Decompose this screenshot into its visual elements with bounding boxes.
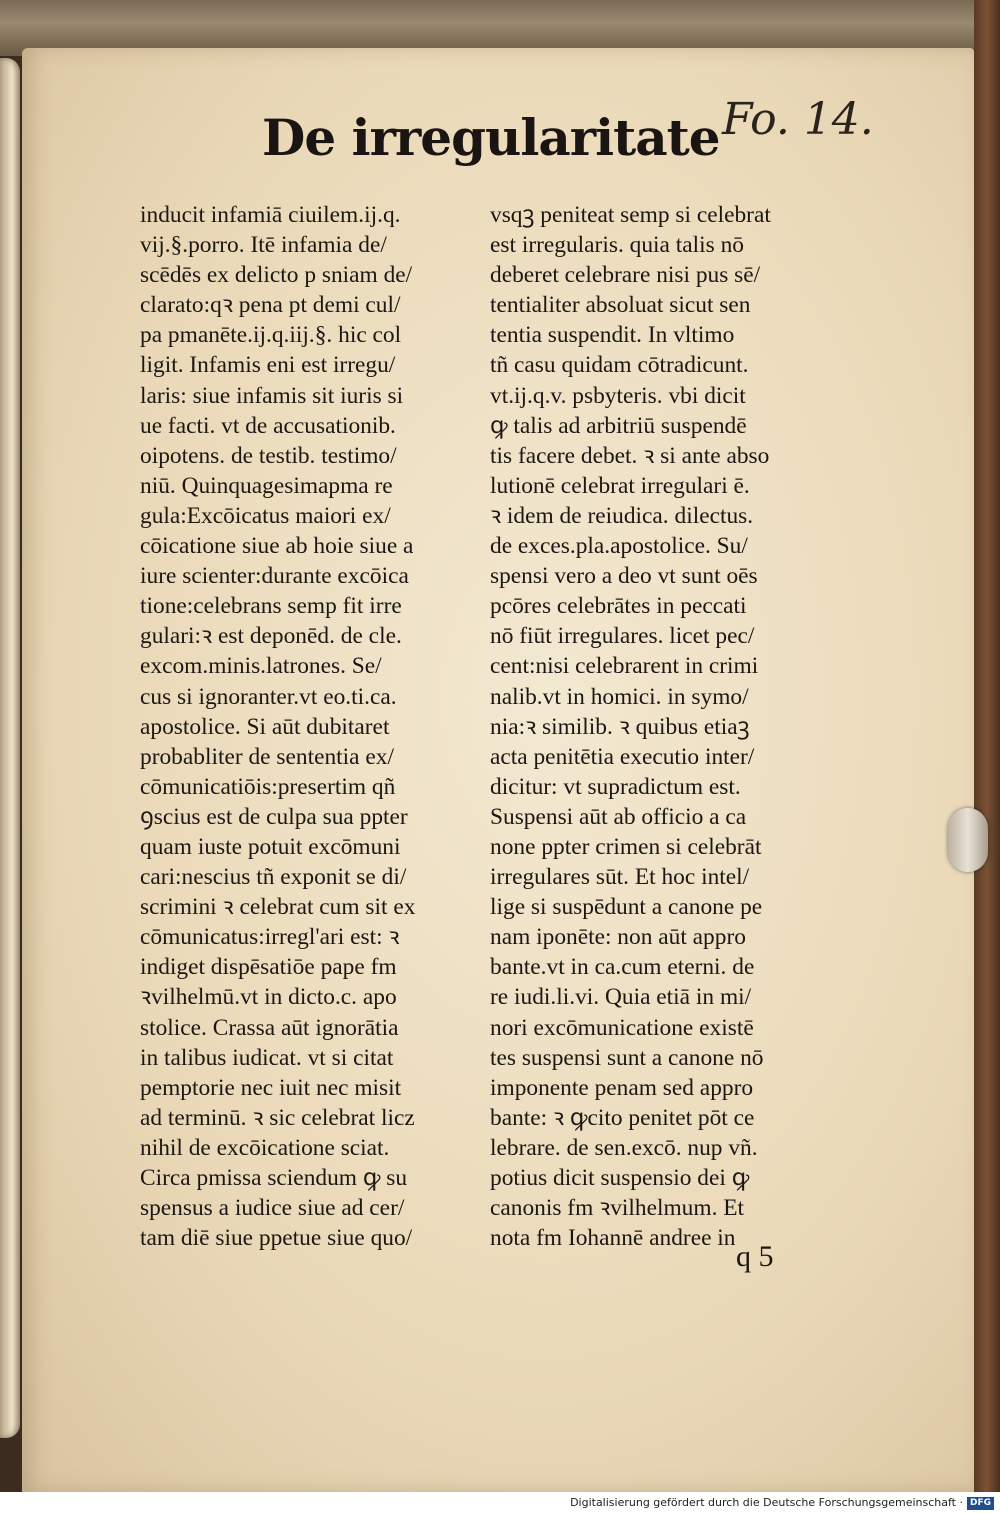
text-line: laris: siue infamis sit iuris si [140, 382, 404, 409]
page-title: De irregularitate [262, 108, 720, 167]
text-line: cōmunicatiōis:presertim qñ [140, 773, 396, 800]
text-line: Circa pmissa sciendum ꝙ su [140, 1165, 408, 1191]
text-line: nihil de excōicatione sciat. [140, 1134, 390, 1161]
text-column-right [490, 200, 835, 1253]
book-spine-edge [0, 58, 20, 1438]
text-line: cari:nescius tñ exponit se di/ [140, 864, 407, 891]
text-line: tñ casu quidam cōtradicunt. [490, 352, 749, 379]
footer-bar [0, 1492, 1000, 1514]
text-line: ꝛvilhelmū.vt in dicto.c. apo [140, 984, 397, 1011]
footer-credit: Digitalisierung gefördert durch die Deutsche Forschungsgemeinschaft · [570, 1496, 963, 1509]
text-line: spensus a iudice siue ad cer/ [140, 1195, 405, 1222]
text-line: cōicatione siue ab hoie siue a [140, 533, 414, 560]
text-line: canonis fm ꝛvilhelmum. Et [490, 1195, 745, 1222]
text-line: scrimini ꝛ celebrat cum sit ex [140, 894, 416, 921]
text-line: probabliter de sententia ex/ [140, 743, 394, 770]
text-line: lebrare. de sen.excō. nup vñ. [490, 1134, 758, 1161]
text-line: cent:nisi celebrarent in crimi [490, 653, 759, 680]
text-line: none ppter crimen si celebrāt [490, 833, 762, 860]
text-line: niū. Quinquagesimapma re [140, 472, 393, 499]
text-line: quam iuste potuit excōmuni [140, 833, 401, 860]
book-cover-right [974, 0, 1000, 1492]
folio-annotation: Fo. 14. [722, 94, 874, 145]
text-line: re iudi.li.vi. Quia etiā in mi/ [490, 984, 752, 1011]
text-line: stolice. Crassa aūt ignorātia [140, 1014, 399, 1041]
text-line: deberet celebrare nisi pus sē/ [490, 262, 761, 289]
text-line: nota fm Iohannē andree in [490, 1225, 736, 1252]
text-line: acta penitētia executio inter/ [490, 743, 755, 770]
book-clasp [948, 808, 988, 872]
text-line: tentia suspendit. In vltimo [490, 322, 735, 349]
text-line: bante: ꝛ ꝙcito penitet pōt ce [490, 1104, 755, 1131]
text-line: ligit. Infamis eni est irregu/ [140, 352, 396, 379]
text-line: iure scienter:durante excōica [140, 563, 409, 590]
text-line: ꝛ idem de reiudica. dilectus. [490, 502, 754, 529]
text-line: ue facti. vt de accusationib. [140, 412, 396, 439]
text-line: de exces.pla.apostolice. Su/ [490, 533, 748, 560]
text-line: spensi vero a deo vt sunt oēs [490, 563, 758, 590]
text-line: dicitur: vt supradictum est. [490, 773, 741, 800]
dfg-logo: DFG [967, 1497, 994, 1510]
text-line: vsqꝫ peniteat semp si celebrat [490, 202, 771, 228]
text-line: ꝙ talis ad arbitriū suspendē [490, 412, 747, 439]
text-line: tes suspensi sunt a canone nō [490, 1044, 764, 1071]
text-line: nō fiūt irregulares. licet pec/ [490, 623, 755, 650]
text-line: tione:celebrans semp fit irre [140, 593, 402, 620]
text-line: nalib.vt in homici. in symo/ [490, 683, 749, 710]
text-line: cus si ignoranter.vt eo.ti.ca. [140, 683, 397, 710]
text-line: potius dicit suspensio dei ꝙ [490, 1165, 750, 1191]
text-line: pcōres celebrātes in peccati [490, 593, 747, 620]
signature-mark: q 5 [736, 1240, 774, 1273]
text-line: apostolice. Si aūt dubitaret [140, 713, 390, 740]
text-line: oipotens. de testib. testimo/ [140, 442, 397, 469]
text-column-left [140, 200, 485, 1253]
text-line: pemptorie nec iuit nec misit [140, 1074, 402, 1101]
text-line: nam iponēte: non aūt appro [490, 924, 746, 951]
text-line: bante.vt in ca.cum eterni. de [490, 954, 755, 981]
text-line: tentialiter absoluat sicut sen [490, 292, 751, 319]
text-line: vt.ij.q.v. psbyteris. vbi dicit [490, 382, 746, 409]
text-line: pa pmanēte.ij.q.iij.§. hic col [140, 322, 402, 349]
text-line: in talibus iudicat. vt si citat [140, 1044, 394, 1071]
text-line: ad terminū. ꝛ sic celebrat licz [140, 1104, 415, 1131]
text-line: cōmunicatus:irregl'ari est: ꝛ [140, 924, 400, 951]
text-line: nia:ꝛ similib. ꝛ quibus etiaꝫ [490, 713, 750, 740]
text-line: nori excōmunicatione existē [490, 1014, 754, 1041]
text-line: imponente penam sed appro [490, 1074, 754, 1101]
text-line: tis facere debet. ꝛ si ante abso [490, 442, 770, 469]
text-line: lige si suspēdunt a canone pe [490, 894, 763, 921]
text-line: tam diē siue ppetue siue quo/ [140, 1225, 413, 1252]
text-line: gula:Excōicatus maiori ex/ [140, 502, 391, 529]
text-line: ꝯscius est de culpa sua ppter [140, 803, 408, 830]
text-line: excom.minis.latrones. Se/ [140, 653, 382, 680]
text-line: Suspensi aūt ab officio a ca [490, 803, 747, 830]
text-line: clarato:qꝛ pena pt demi cul/ [140, 292, 401, 319]
text-line: vij.§.porro. Itē infamia de/ [140, 232, 387, 259]
text-line: lutionē celebrat irregulari ē. [490, 472, 750, 499]
text-line: est irregularis. quia talis nō [490, 232, 744, 259]
text-line: irregulares sūt. Et hoc intel/ [490, 864, 750, 891]
text-line: gulari:ꝛ est deponēd. de cle. [140, 623, 402, 650]
text-line: scēdēs ex delicto p sniam de/ [140, 262, 413, 289]
text-line: indiget dispēsatiōe pape fm [140, 954, 397, 981]
text-line: inducit infamiā ciuilem.ij.q. [140, 202, 401, 228]
